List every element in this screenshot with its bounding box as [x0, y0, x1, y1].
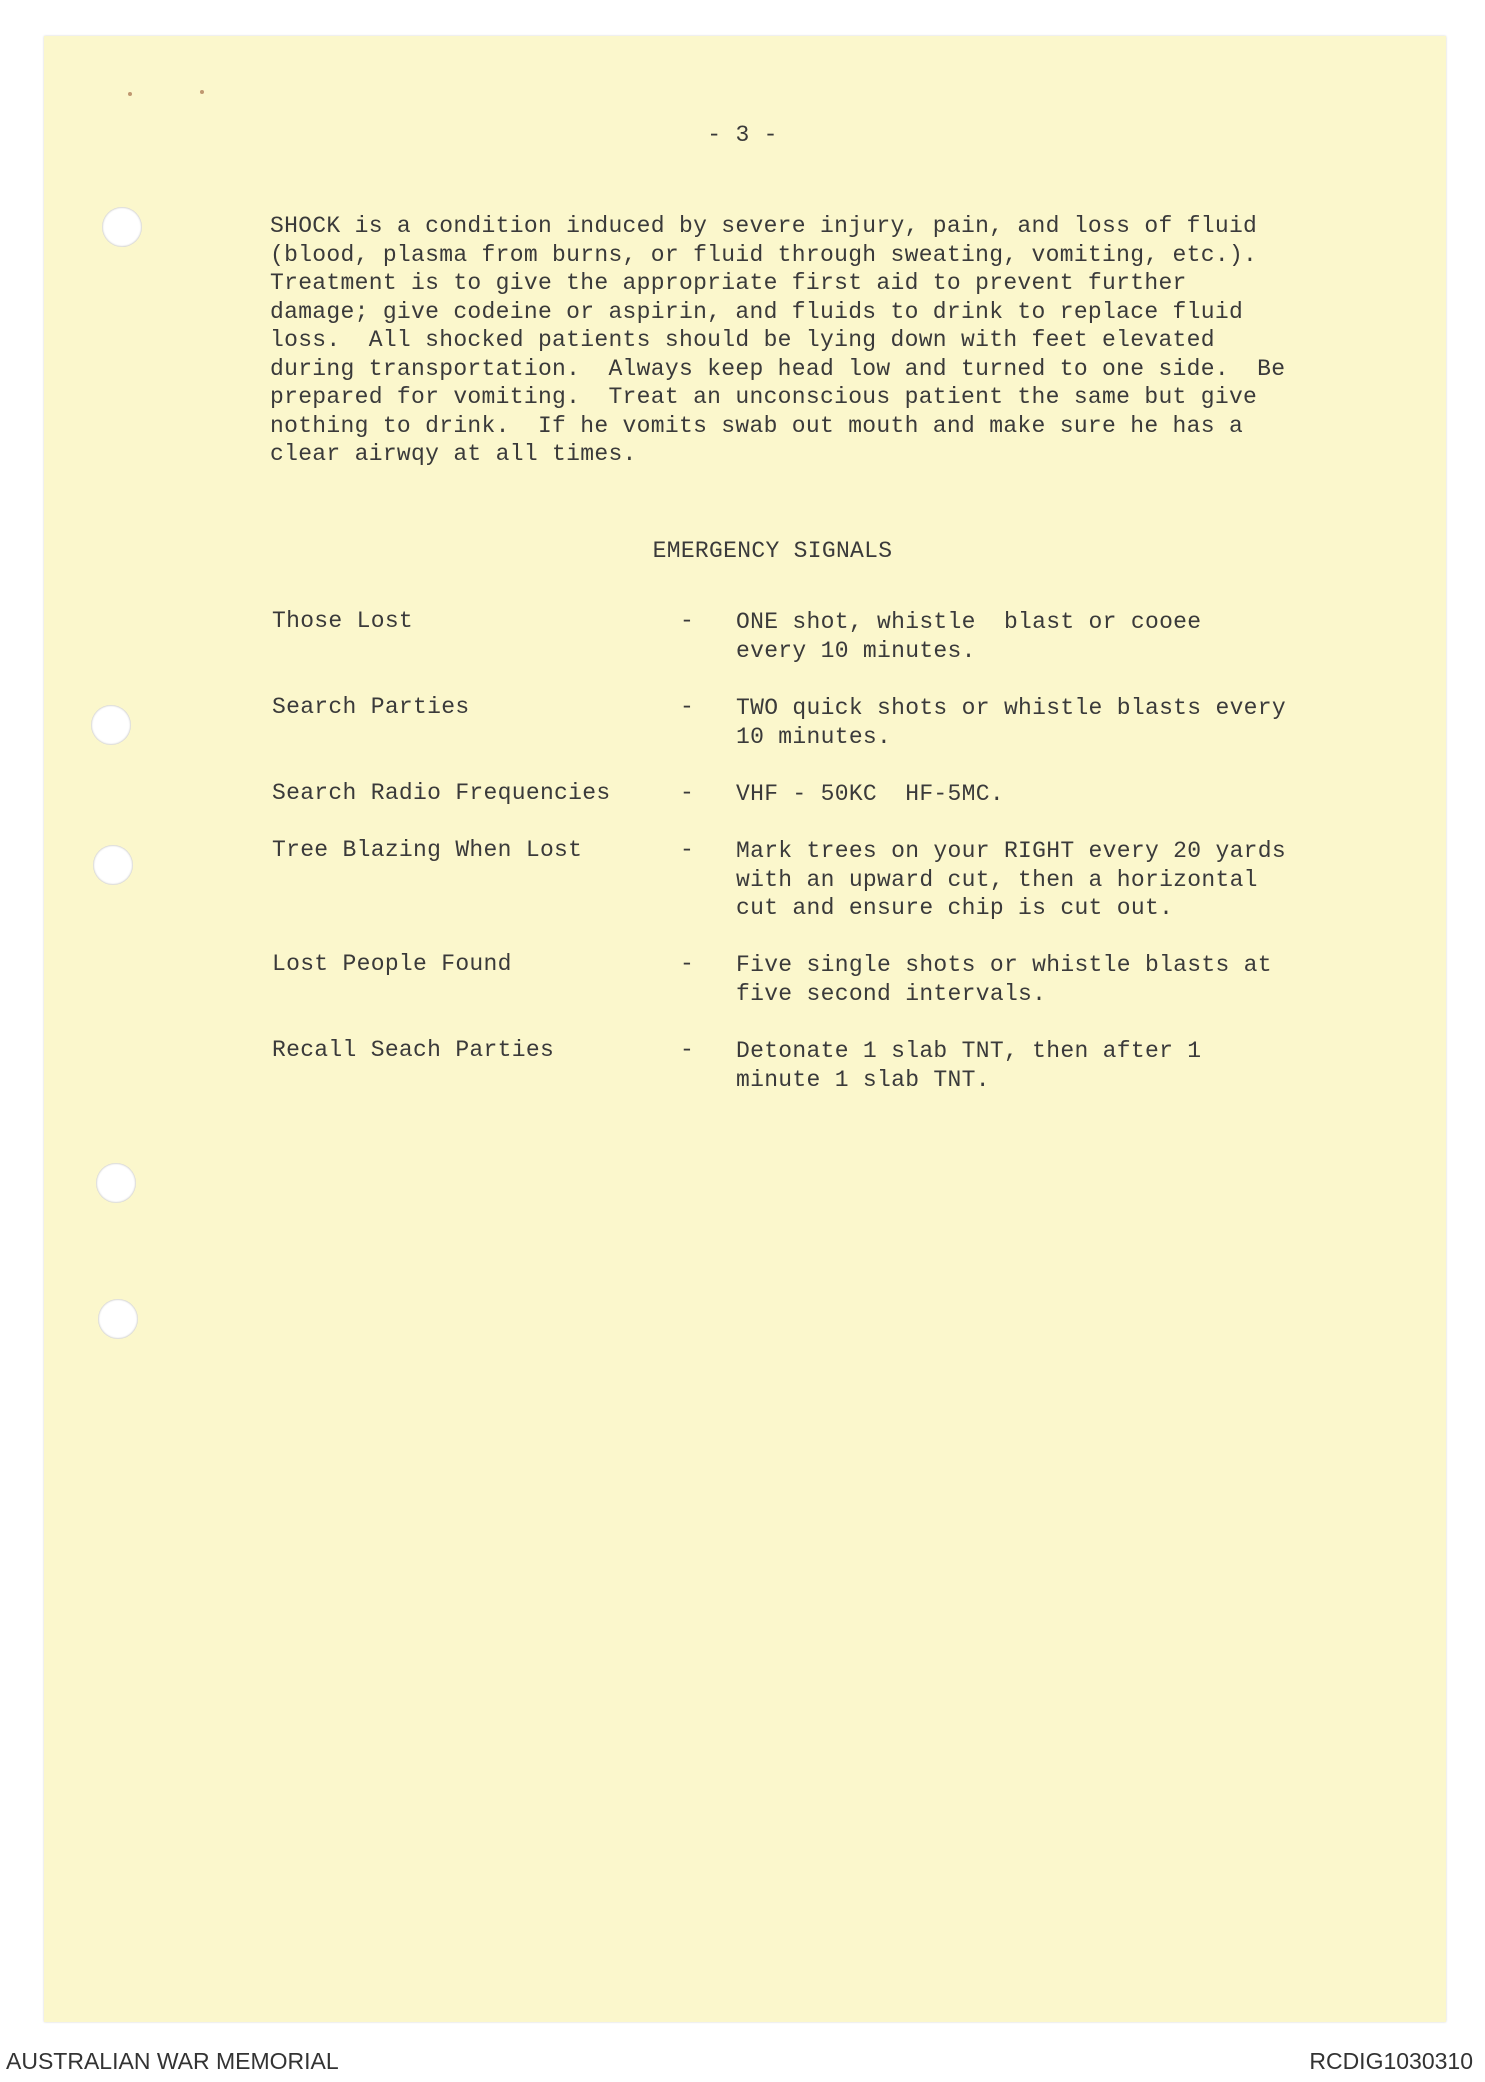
description-line: minute 1 slab TNT.	[736, 1066, 990, 1093]
punch-hole	[98, 1299, 138, 1339]
signal-description	[736, 608, 1376, 665]
description-line: Mark trees on your RIGHT every 20 yards	[736, 838, 1286, 864]
footer-record-id: RCDIG1030310	[1309, 2048, 1473, 2074]
punch-hole	[96, 1163, 136, 1203]
page-number: - 3 -	[707, 122, 778, 148]
footer-institution: AUSTRALIAN WAR MEMORIAL	[6, 2048, 339, 2074]
signal-description	[736, 780, 1376, 809]
paragraph-line: SHOCK is a condition induced by severe injury, pain, and loss of fluid	[270, 213, 1258, 239]
description-line: every 10 minutes.	[736, 637, 976, 664]
description-line: ONE shot, whistle blast or cooee	[736, 609, 1202, 635]
signal-label: Those Lost	[272, 608, 414, 634]
signal-label: Lost People Found	[272, 951, 512, 977]
description-line: Five single shots or whistle blasts at	[736, 952, 1272, 978]
paragraph-line: Treatment is to give the appropriate first aid to prevent further	[270, 270, 1187, 296]
punch-hole	[102, 207, 142, 247]
signal-description	[736, 1037, 1376, 1094]
description-line: TWO quick shots or whistle blasts every	[736, 695, 1286, 721]
description-line: Detonate 1 slab TNT, then after 1	[736, 1038, 1202, 1064]
shock-paragraph	[270, 212, 1350, 469]
paragraph-line: loss. All shocked patients should be lying down with feet elevated	[270, 327, 1215, 353]
paper-speck	[128, 92, 132, 96]
signal-dash: -	[680, 780, 695, 806]
description-line: 10 minutes.	[736, 723, 892, 750]
punch-hole	[91, 705, 131, 745]
signal-label: Recall Seach Parties	[272, 1037, 555, 1063]
signal-description	[736, 951, 1376, 1008]
paragraph-line: clear airwqy at all times.	[270, 441, 637, 467]
description-line: five second intervals.	[736, 980, 1047, 1007]
signal-label: Search Parties	[272, 694, 470, 720]
paragraph-line: prepared for vomiting. Treat an unconscious patient the same but give	[270, 384, 1258, 410]
signal-description	[736, 694, 1376, 751]
description-line: cut and ensure chip is cut out.	[736, 895, 1174, 921]
signal-dash: -	[680, 837, 695, 863]
description-line: VHF - 50KC HF-5MC.	[736, 781, 1004, 807]
paper-speck	[200, 90, 204, 94]
description-line: with an upward cut, then a horizontal	[736, 866, 1258, 893]
signal-label: Tree Blazing When Lost	[272, 837, 583, 863]
signal-description	[736, 837, 1376, 923]
paragraph-line: damage; give codeine or aspirin, and fluids to drink to replace fluid	[270, 298, 1244, 325]
signal-label: Search Radio Frequencies	[272, 780, 611, 806]
paragraph-line: nothing to drink. If he vomits swab out mouth and make sure he has a	[270, 412, 1244, 439]
paragraph-line: (blood, plasma from burns, or fluid through sweating, vomiting, etc.).	[270, 241, 1258, 268]
signal-dash: -	[680, 1037, 695, 1063]
signal-dash: -	[680, 951, 695, 977]
section-heading: EMERGENCY SIGNALS	[652, 538, 893, 564]
signal-dash: -	[680, 608, 695, 634]
punch-hole	[93, 845, 133, 885]
signal-dash: -	[680, 694, 695, 720]
paragraph-line: during transportation. Always keep head low and turned to one side. Be	[270, 355, 1286, 382]
